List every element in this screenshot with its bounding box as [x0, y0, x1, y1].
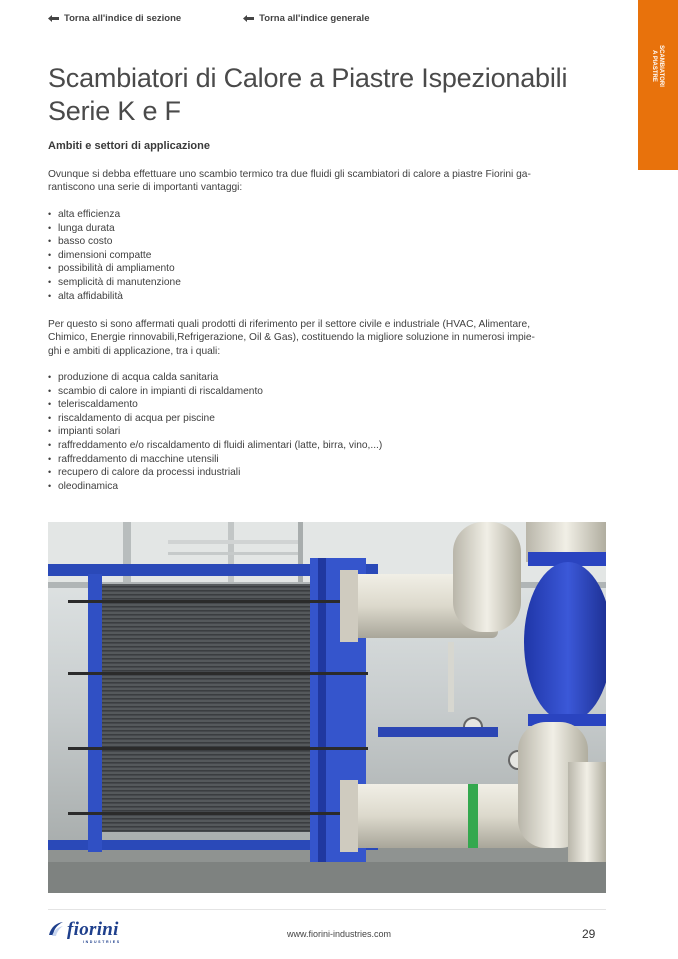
top-navigation	[48, 13, 369, 24]
list-item: • raffreddamento di macchine utensili	[48, 453, 382, 467]
applications-line1: Per questo si sono affermati quali prodotti di riferimento per il settore civile e industriale (HVAC, Alimentare,	[48, 319, 531, 330]
applications-list	[48, 371, 382, 493]
website-url[interactable]: www.fiorini-industries.com	[286, 929, 392, 939]
section-index-link[interactable]	[48, 13, 181, 24]
page-title-line2: Serie K e F	[48, 96, 181, 126]
section-index-label: Torna all'indice di sezione	[64, 13, 182, 24]
list-item: • possibilità di ampliamento	[48, 262, 181, 276]
footer-divider	[48, 909, 606, 910]
applications-paragraph	[48, 318, 608, 358]
list-item: • lunga durata	[48, 222, 181, 236]
section-side-tab[interactable]	[638, 0, 678, 170]
side-tab-line1: SCAMBIATORI	[658, 45, 664, 87]
list-item: • riscaldamento di acqua per piscine	[48, 412, 382, 426]
list-item: • basso costo	[48, 235, 181, 249]
side-tab-line2: A PIASTRE	[651, 50, 657, 82]
applications-line3: ghi e ambiti di applicazione, tra i quali:	[48, 345, 221, 357]
back-arrow-icon	[243, 15, 254, 22]
back-arrow-icon	[48, 15, 59, 22]
general-index-label: Torna all'indice generale	[259, 13, 370, 24]
list-item: • semplicità di manutenzione	[48, 276, 181, 290]
heat-exchanger-photo	[48, 522, 606, 893]
list-item: • oleodinamica	[48, 480, 382, 494]
page-title	[48, 62, 628, 128]
list-item: • dimensioni compatte	[48, 249, 181, 263]
general-index-link[interactable]	[243, 13, 369, 24]
list-item: • alta affidabilità	[48, 290, 181, 304]
list-item: • raffreddamento e/o riscaldamento di fluidi alimentari (latte, birra, vino,...)	[48, 439, 382, 453]
advantages-list	[48, 208, 181, 303]
list-item: • impianti solari	[48, 425, 382, 439]
side-tab-label	[652, 36, 664, 96]
page-number: 29	[582, 927, 596, 941]
intro-line2: rantiscono una serie di importanti vantaggi:	[48, 182, 243, 194]
list-item: • scambio di calore in impianti di riscaldamento	[48, 385, 382, 399]
section-subtitle: Ambiti e settori di applicazione	[48, 140, 210, 152]
list-item: • recupero di calore da processi industriali	[48, 466, 382, 480]
list-item: • teleriscaldamento	[48, 398, 382, 412]
logo-name: fiorini	[67, 919, 119, 940]
list-item: • alta efficienza	[48, 208, 181, 222]
list-item: • produzione di acqua calda sanitaria	[48, 371, 382, 385]
logo-subtitle: INDUSTRIES	[83, 940, 121, 944]
page-title-line1: Scambiatori di Calore a Piastre Ispezionabili	[48, 63, 568, 93]
intro-paragraph	[48, 168, 608, 195]
intro-line1: Ovunque si debba effettuare uno scambio termico tra due fluidi gli scambiatori di calore a piastre Fiorini ga-	[48, 169, 531, 180]
applications-line2: Chimico, Energie rinnovabili,Refrigerazione, Oil & Gas), costituendo la migliore soluzione in numerosi impie-	[48, 332, 535, 344]
